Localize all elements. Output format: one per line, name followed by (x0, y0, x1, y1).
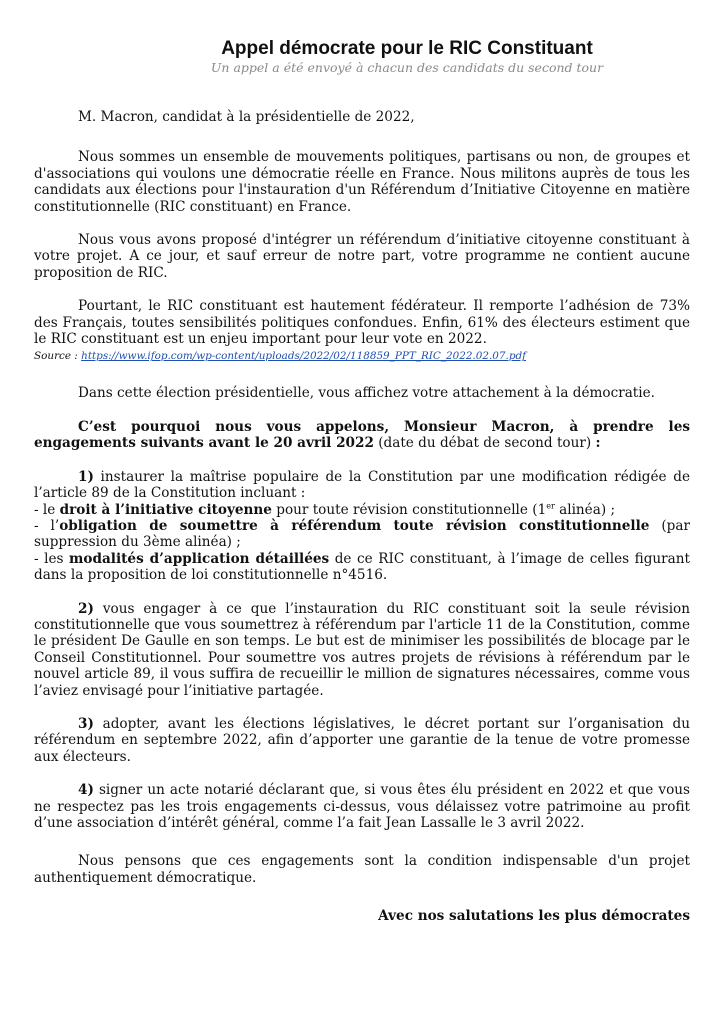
engagement-2-number: 2) (78, 600, 94, 617)
paragraph-closing: Nous pensons que ces engagements sont la condition indispensable d'un projet authentiquement démocratique. (34, 853, 690, 886)
item-bold: modalités d’application détaillées (69, 550, 330, 567)
call-bold-text: C’est pourquoi nous vous appelons, Monsieur Macron, à prendre les engagements suivants avant le 20 avril 2022 (34, 418, 690, 452)
item-text: pour toute révision constitutionnelle (1 (271, 501, 547, 518)
engagement-4-number: 4) (78, 782, 94, 799)
engagement-4 (34, 782, 690, 831)
item-end: alinéa) ; (554, 501, 616, 518)
item-prefix: - les (34, 550, 70, 567)
item-prefix: - l’ (34, 517, 60, 534)
call-date-note: (date du débat de second tour) (373, 435, 596, 452)
paragraph-support: Pourtant, le RIC constituant est hautement fédérateur. Il remporte l’adhésion de 73% des Français, toutes sensibilités politiques confondues. Enfin, 61% des électeurs estiment que le RIC constituant est un enjeu important pour leur vote en 2022. (34, 298, 690, 348)
document-title: Appel démocrate pour le RIC Constituant (221, 38, 593, 59)
engagement-3-text: adopter, avant les élections législatives, le décret portant sur l’organisation du référendum en septembre 2022, afin d’apporter une garantie de la tenue de votre promesse aux électeurs. (34, 715, 690, 765)
item-superscript: er (546, 500, 555, 510)
engagement-2-text: vous engager à ce que l’instauration du RIC constituant soit la seule révision constitutionnelle que vous soumettrez à référendum par l'article 11 de la Constitution, comme le président De Gaulle en son temps. Le but est de minimiser les possibilités de blocage par le Conseil Constitutionnel. Pour soumettre vos autres projets de révisions à référendum par le nouvel article 89, il vous suffira de recueillir le million de signatures nécessaires, comme vous l’aviez envisagé pour l’initiative partagée. (34, 600, 690, 699)
engagement-1-item-3 (34, 551, 690, 584)
item-text: de ce RIC constituant, à l’image de celles figurant dans la proposition de loi constitutionnelle n°4516. (34, 550, 691, 584)
signoff: Avec nos salutations les plus démocrates (378, 908, 690, 925)
engagement-1-item-1 (34, 502, 690, 518)
call-colon: : (595, 435, 601, 452)
greeting: M. Macron, candidat à la présidentielle de 2022, (78, 109, 415, 125)
item-prefix: - le (34, 501, 60, 518)
paragraph-attachment: Dans cette élection présidentielle, vous affichez votre attachement à la démocratie. (78, 385, 655, 402)
engagement-3-number: 3) (78, 715, 94, 732)
item-text: (par suppression du 3ème alinéa) ; (34, 517, 690, 551)
engagement-1-number: 1) (78, 468, 94, 485)
source-label: Source : (34, 350, 78, 363)
engagement-1-item-2 (34, 518, 690, 551)
item-bold: droit à l’initiative citoyenne (59, 501, 272, 518)
engagement-3 (34, 716, 690, 765)
engagement-1 (34, 469, 690, 502)
paragraph-proposal: Nous vous avons proposé d'intégrer un référendum d’initiative citoyenne constituant à votre projet. A ce jour, et sauf erreur de notre part, votre programme ne contient aucune proposition de RIC. (34, 232, 690, 281)
engagement-4-text: signer un acte notarié déclarant que, si vous êtes élu président en 2022 et que vous ne respectez pas les trois engagements ci-dessus, vous délaissez votre patrimoine au profit d’une association d’intérêt général, comme l’a fait Jean Lassalle le 3 avril 2022. (34, 782, 690, 831)
engagement-1-text: instaurer la maîtrise populaire de la Constitution par une modification rédigée de l’article 89 de la Constitution incluant : (34, 468, 690, 502)
engagement-2 (34, 601, 690, 699)
source-link[interactable]: https://www.ifop.com/wp-content/uploads/2022/02/118859_PPT_RIC_2022.02.07.pdf (81, 350, 526, 363)
source-line (34, 349, 690, 363)
document-subtitle: Un appel a été envoyé à chacun des candidats du second tour (210, 60, 604, 75)
item-bold: obligation de soumettre à référendum toute révision constitutionnelle (59, 517, 650, 534)
paragraph-intro: Nous sommes un ensemble de mouvements politiques, partisans ou non, de groupes et d'associations qui voulons une démocratie réelle en France. Nous militons auprès de tous les candidats aux élections pour l'instauration d'un Référendum d’Initiative Citoyenne en matière constitutionnelle (RIC constituant) en France. (34, 149, 690, 215)
paragraph-call (34, 419, 690, 452)
